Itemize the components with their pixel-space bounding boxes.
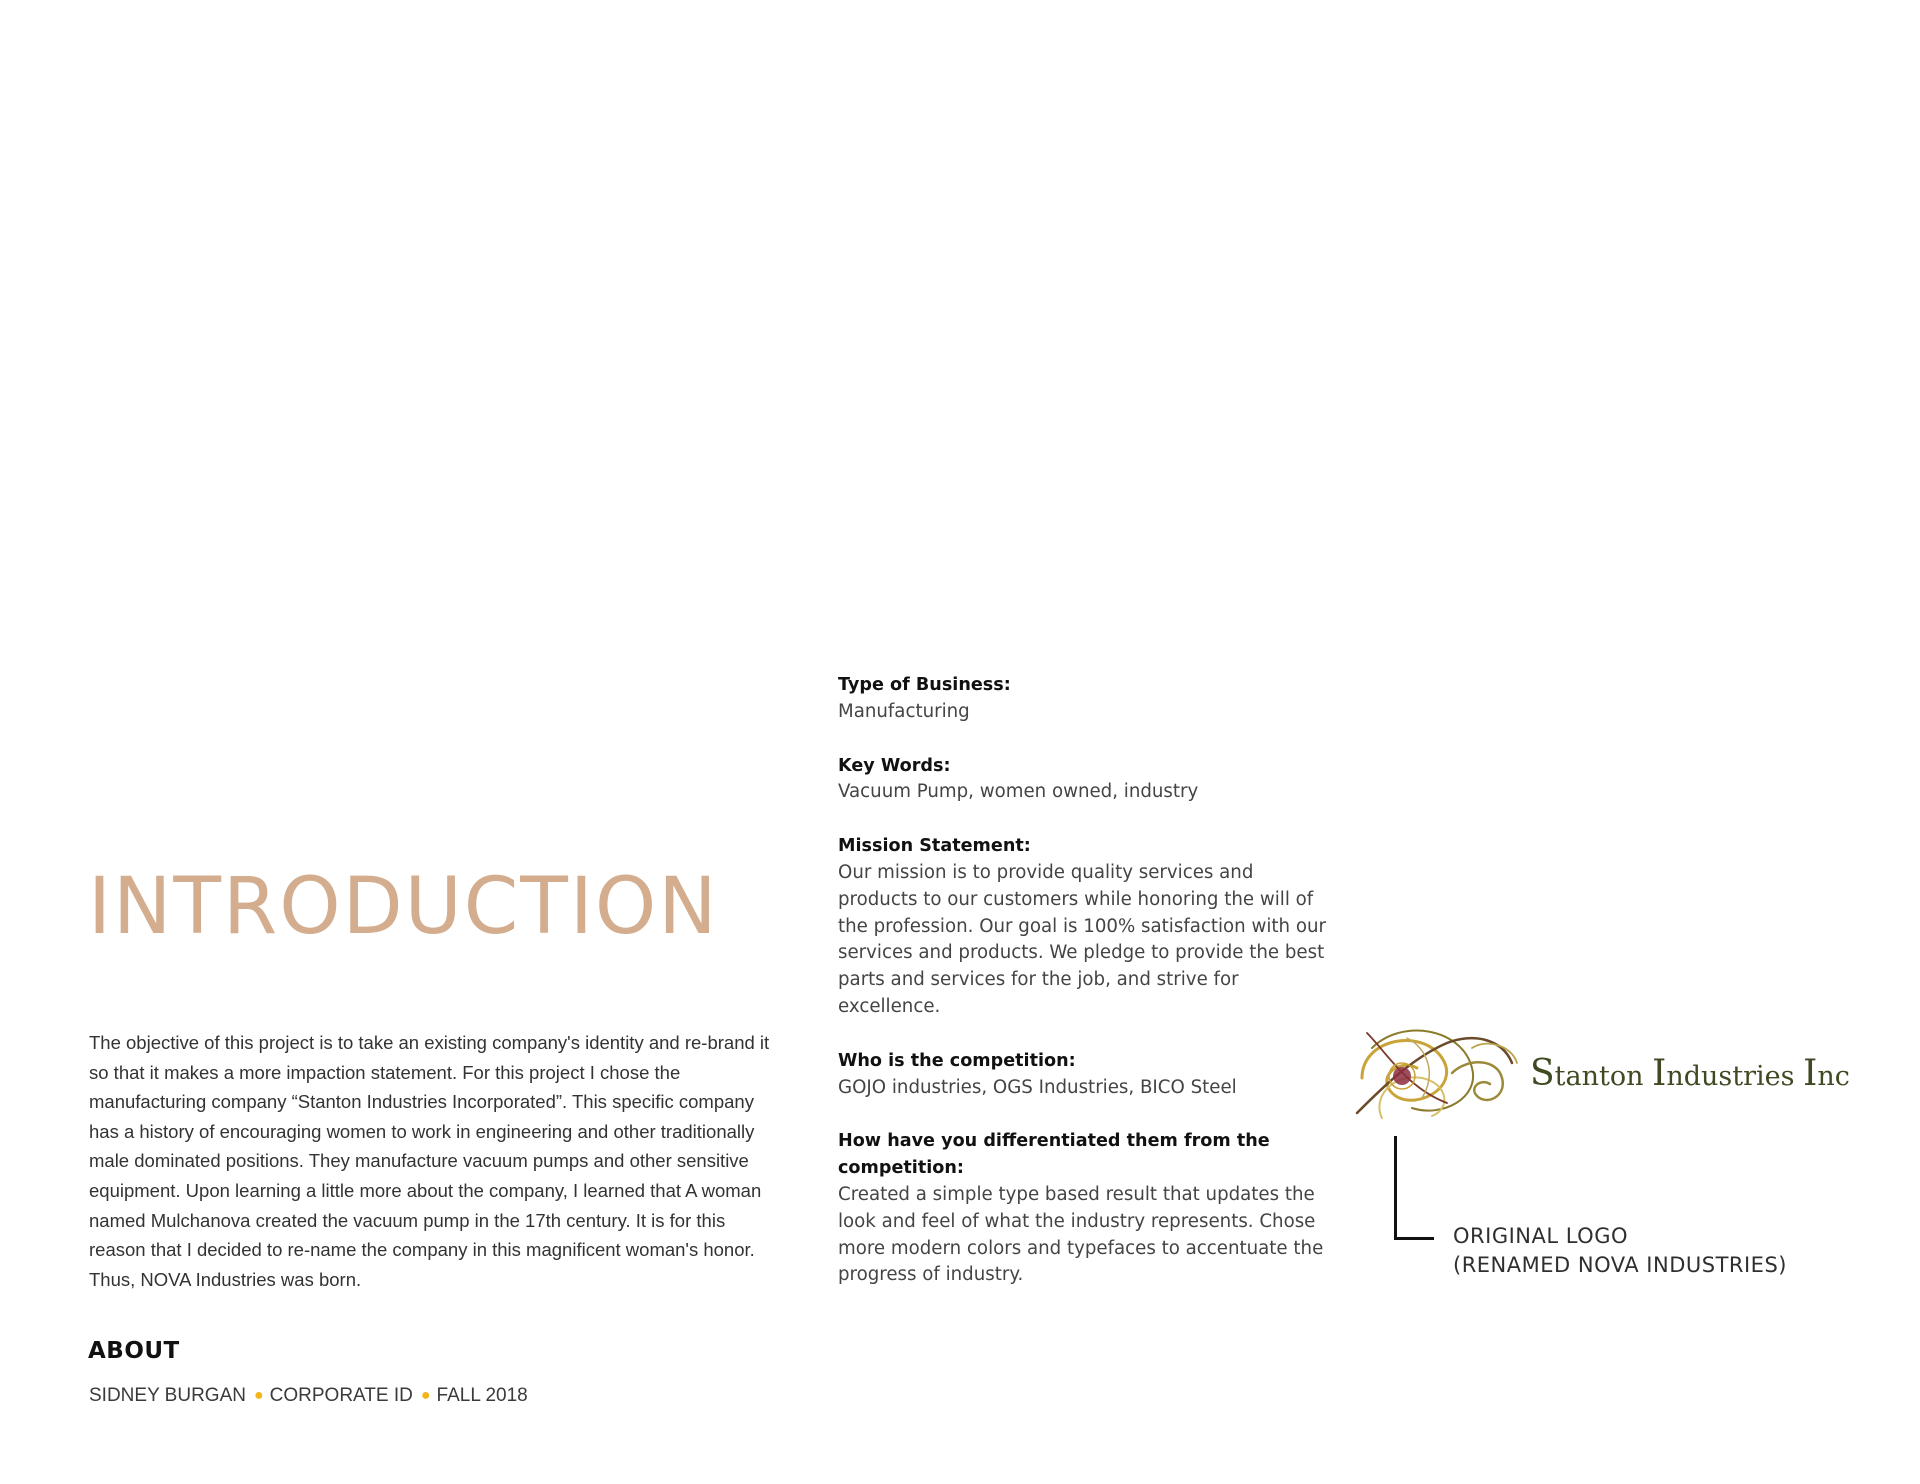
about-heading: ABOUT [88, 1338, 180, 1364]
page-title: INTRODUCTION [88, 862, 719, 952]
competition-value: GOJO industries, OGS Industries, BICO Steel [838, 1076, 1237, 1098]
business-type-value: Manufacturing [838, 700, 970, 722]
callout-connector-line [1394, 1136, 1434, 1240]
keywords-block [838, 753, 1328, 807]
separator-dot: ● [420, 1387, 431, 1404]
business-type-label: Type of Business: [838, 675, 1011, 695]
project-details [838, 672, 1328, 1316]
differentiation-value: Created a simple type based result that updates the look and feel of what the industry represents. Chose more modern colors and typefaces to accentuate the progress of industry. [838, 1183, 1324, 1286]
swirl-emblem-icon [1352, 1018, 1522, 1126]
author-name: SIDNEY BURGAN [89, 1385, 246, 1406]
competition-block [838, 1048, 1328, 1102]
mission-value: Our mission is to provide quality services and products to our customers while honoring the will of the profession. Our goal is 100% satisfaction with our services and products. We pledge to provide the best parts and services for the job, and strive for excellence. [838, 861, 1326, 1017]
business-type-block [838, 672, 1328, 726]
keywords-label: Key Words: [838, 755, 951, 776]
keywords-value: Vacuum Pump, women owned, industry [838, 781, 1199, 803]
logo-caption-line1: ORIGINAL LOGO [1453, 1224, 1629, 1248]
logo-caption [1453, 1222, 1787, 1280]
mission-block [838, 833, 1328, 1021]
logo-word: tanton [1554, 1061, 1644, 1092]
logo-letter: I [1803, 1053, 1818, 1094]
original-logo-wordmark [1530, 1053, 1850, 1094]
logo-letter: S [1530, 1053, 1555, 1094]
course-name: CORPORATE ID [269, 1385, 413, 1406]
logo-word: nc [1817, 1061, 1850, 1092]
term: FALL 2018 [436, 1385, 528, 1406]
logo-word: ndustries [1666, 1061, 1795, 1092]
mission-label: Mission Statement: [838, 836, 1031, 857]
intro-paragraph: The objective of this project is to take an existing company's identity and re-brand it so that it makes a more impaction statement. For this project I chose the manufacturing company “Stanton Industries Incorporated”. This specific company has a history of encouraging women to work in engineering and other traditionally male dominated positions. They manufacture vacuum pumps and other sensitive equipment. Upon learning a little more about the company, I learned that A woman named Mulchanova created the vacuum pump in the 17th century. It is for this reason that I decided to re-name the company in this magnificent woman's honor. Thus, NOVA Industries was born. [89, 1032, 770, 1290]
separator-dot: ● [253, 1387, 264, 1404]
logo-letter: I [1652, 1053, 1667, 1094]
competition-label: Who is the competition: [838, 1050, 1076, 1071]
logo-caption-line2: (RENAMED NOVA INDUSTRIES) [1453, 1253, 1787, 1277]
about-line [89, 1385, 528, 1407]
differentiation-label: How have you differentiated them from the competition: [838, 1131, 1270, 1179]
differentiation-block [838, 1128, 1328, 1289]
